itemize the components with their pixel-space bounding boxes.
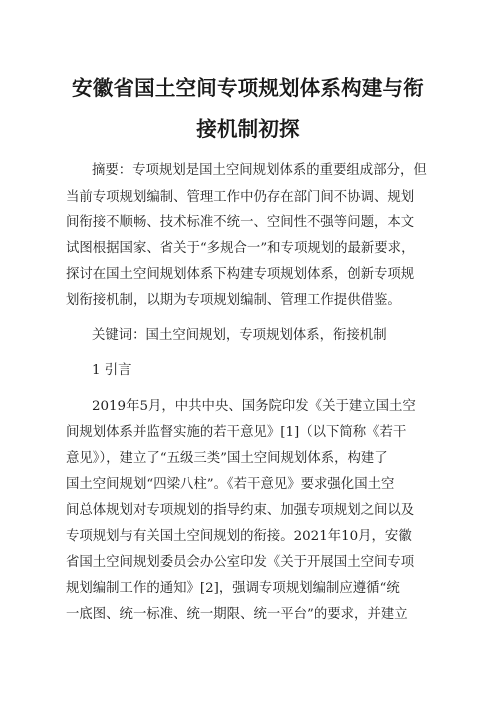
body-line-8: 规划编制工作的通知》[2]，强调专项规划编制应遵循“统 xyxy=(66,581,400,596)
body-line-3: 意见》），建立了“五级三类”国土空间规划体系，构建了 xyxy=(66,451,388,466)
section-heading: 1 引言 xyxy=(92,363,132,378)
abstract-line-2: 当前专项规划编制、管理工作中仍存在部门间不协调、规划 xyxy=(66,190,415,205)
keywords-line: 关键词：国土空间规划，专项规划体系，衔接机制 xyxy=(92,328,387,343)
abstract-line-5: 探讨在国土空间规划体系下构建专项规划体系，创新专项规 xyxy=(66,267,415,282)
body-line-7: 省国土空间规划委员会办公室印发《关于开展国土空间专项 xyxy=(66,555,415,570)
body-line-5: 间总体规划对专项规划的指导约束、加强专项规划之间以及 xyxy=(66,503,415,518)
document-title-line-1: 安徽省国土空间专项规划体系构建与衔 xyxy=(72,76,424,100)
body-line-1: 2019年5月，中共中央、国务院印发《关于建立国土空 xyxy=(92,399,416,414)
abstract-line-3: 间衔接不顺畅、技术标准不统一、空间性不强等问题，本文 xyxy=(66,215,415,230)
body-line-9: 一底图、统一标准、统一期限、统一平台”的要求，并建立 xyxy=(66,607,408,622)
body-line-6: 专项规划与有关国土空间规划的衔接。2021年10月，安徽 xyxy=(66,529,412,544)
abstract-line-4: 试图根据国家、省关于“多规合一”和专项规划的最新要求， xyxy=(66,241,415,256)
body-line-2: 间规划体系并监督实施的若干意见》[1]（以下简称《若干 xyxy=(66,425,407,440)
document-title-line-2: 接机制初探 xyxy=(196,117,300,141)
abstract-line-6: 划衔接机制，以期为专项规划编制、管理工作提供借鉴。 xyxy=(66,293,401,308)
body-line-4: 国土空间规划“四梁八柱”。《若干意见》要求强化国土空 xyxy=(66,477,395,492)
abstract-line-1: 摘要：专项规划是国土空间规划体系的重要组成部分，但 xyxy=(92,163,427,178)
